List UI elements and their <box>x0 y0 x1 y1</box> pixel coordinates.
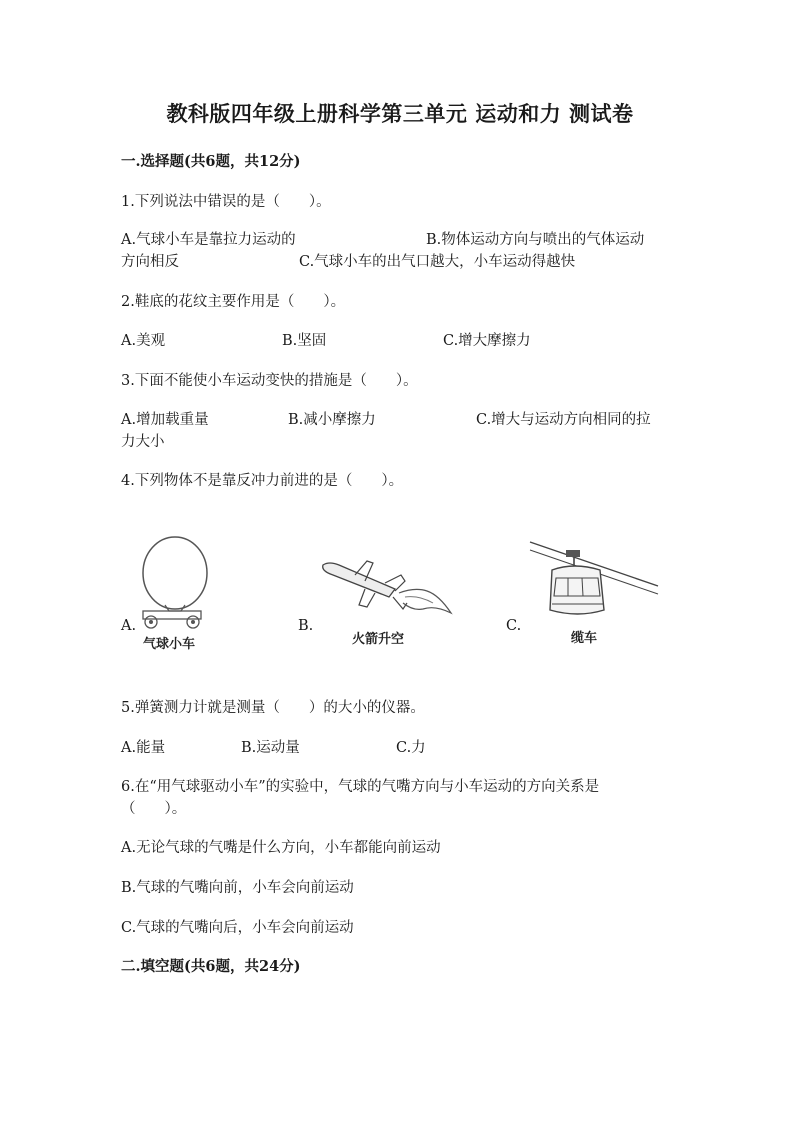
question-3-option-c-continued: 力大小 <box>121 434 165 450</box>
question-1-option-a: A.气球小车是靠拉力运动的 <box>121 232 296 248</box>
question-4-option-b: B. <box>298 618 314 634</box>
question-5-option-b: B.运动量 <box>241 740 300 756</box>
question-2-stem: 2.鞋底的花纹主要作用是（ ）。 <box>121 294 346 310</box>
cable-car-caption: 缆车 <box>571 631 598 646</box>
balloon-car-caption: 气球小车 <box>143 637 196 652</box>
question-5-option-a: A.能量 <box>121 740 166 756</box>
question-6-option-c: C.气球的气嘴向后，小车会向前运动 <box>121 920 354 936</box>
question-3-option-a: A.增加载重量 <box>121 412 209 428</box>
question-3-option-c: C.增大与运动方向相同的拉 <box>476 412 651 428</box>
question-1-option-b-continued: 方向相反 <box>121 254 179 270</box>
question-6-option-a: A.无论气球的气嘴是什么方向，小车都能向前运动 <box>121 840 441 856</box>
question-4-stem: 4.下列物体不是靠反冲力前进的是（ ）。 <box>121 473 404 489</box>
question-2-option-a: A.美观 <box>121 333 166 349</box>
cable-car-image <box>528 540 660 625</box>
rocket-launch-caption: 火箭升空 <box>352 632 405 647</box>
question-2-option-c: C.增大摩擦力 <box>443 333 531 349</box>
section-heading-fill-blank: 二.填空题(共6题，共24分) <box>121 958 301 975</box>
question-2-option-b: B.坚固 <box>282 333 327 349</box>
rocket-launch-image <box>315 553 455 623</box>
question-3-stem: 3.下面不能使小车运动变快的措施是（ ）。 <box>121 373 418 389</box>
question-4-option-c: C. <box>506 618 522 634</box>
section-heading-choice: 一.选择题(共6题，共12分) <box>121 153 301 170</box>
question-6-stem-continued: （ ）。 <box>121 801 187 817</box>
question-5-option-c: C.力 <box>396 740 426 756</box>
question-6-stem: 6.在“用气球驱动小车”的实验中，气球的气嘴方向与小车运动的方向关系是 <box>121 779 600 795</box>
balloon-car-image <box>135 535 215 630</box>
page-title: 教科版四年级上册科学第三单元 运动和力 测试卷 <box>166 101 634 126</box>
question-6-option-b: B.气球的气嘴向前，小车会向前运动 <box>121 880 354 896</box>
question-3-option-b: B.减小摩擦力 <box>288 412 376 428</box>
question-1-stem: 1.下列说法中错误的是（ ）。 <box>121 194 331 210</box>
question-5-stem: 5.弹簧测力计就是测量（ ）的大小的仪器。 <box>121 700 425 716</box>
question-1-option-b: B.物体运动方向与喷出的气体运动 <box>426 232 645 248</box>
question-4-option-a: A. <box>121 618 137 634</box>
question-1-option-c: C.气球小车的出气口越大，小车运动得越快 <box>299 254 576 270</box>
